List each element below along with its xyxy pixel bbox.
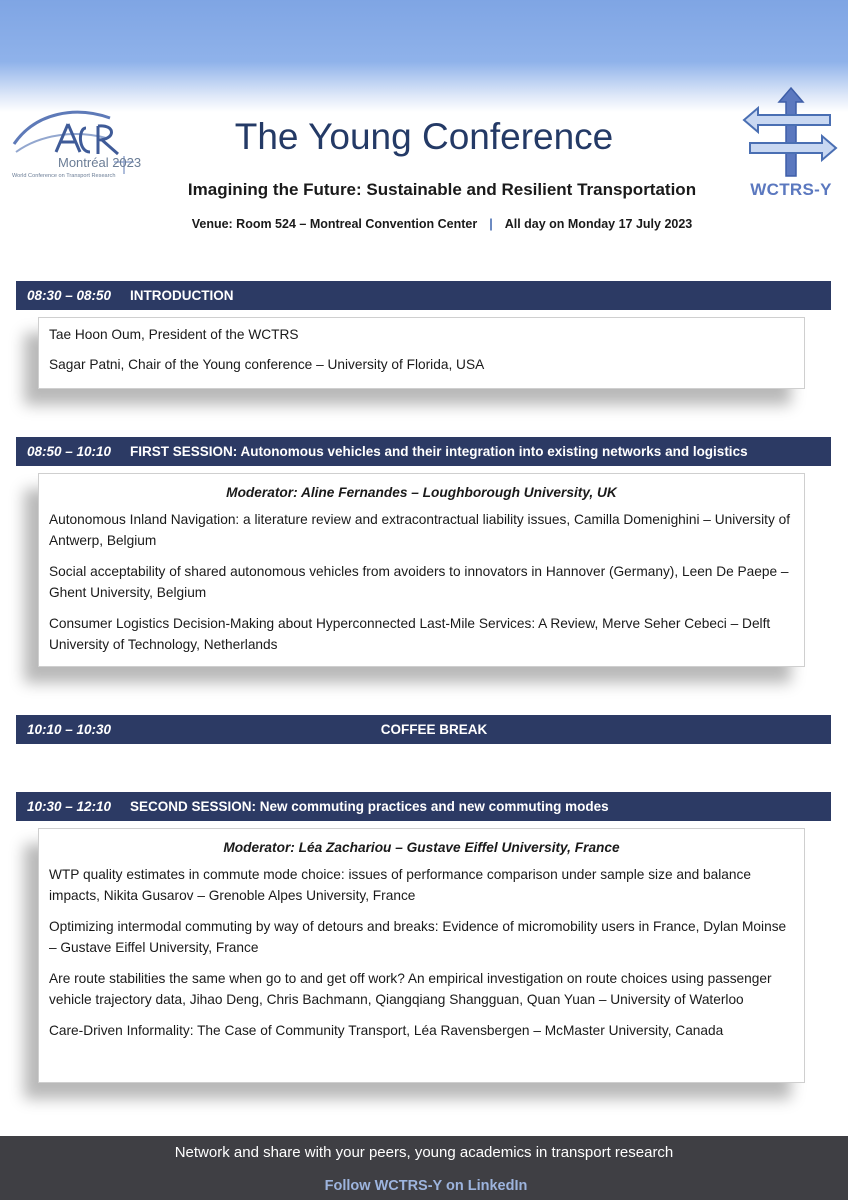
list-item: Care-Driven Informality: The Case of Community Transport, Léa Ravensbergen – McMaster University, Canada xyxy=(49,1023,724,1038)
session-moderator: Moderator: Léa Zachariou – Gustave Eiffel University, France xyxy=(223,840,620,855)
list-item: Autonomous Inland Navigation: a literature review and extracontractual liability issues, Camilla Domenighini – University of Antwerp, Belgium xyxy=(49,512,791,548)
list-item: Consumer Logistics Decision-Making about Hyperconnected Last-Mile Services: A Review, Merve Seher Cebeci – Delft University of Technology, Netherlands xyxy=(49,616,771,652)
linkedin-follow-link[interactable]: Follow WCTRS-Y on LinkedIn xyxy=(324,1178,528,1194)
event-date: All day on Monday 17 July 2023 xyxy=(504,217,693,231)
session-time: 10:10 – 10:30 xyxy=(27,722,112,737)
list-item: Are route stabilities the same when go to and get off work? An empirical investigation on route choices using passenger vehicle trajectory data, Jihao Deng, Chris Bachmann, Qiangqiang Shangguan, Quan Yuan – University of Waterloo xyxy=(49,971,772,1007)
venue-separator: | xyxy=(489,217,493,231)
list-item: Social acceptability of shared autonomous vehicles from avoiders to innovators in Hannover (Germany), Leen De Paepe – Ghent University, Belgium xyxy=(49,564,789,600)
list-item: Optimizing intermodal commuting by way of detours and breaks: Evidence of micromobility users in France, Dylan Moinse – Gustave Eiffel University, France xyxy=(49,919,787,955)
list-item: Sagar Patni, Chair of the Young conference – University of Florida, USA xyxy=(49,357,485,372)
session-moderator: Moderator: Aline Fernandes – Loughborough University, UK xyxy=(226,485,617,500)
page-title: The Young Conference xyxy=(234,116,614,157)
session-title: FIRST SESSION: Autonomous vehicles and their integration into existing networks and logistics xyxy=(130,444,748,459)
footer-tagline: Network and share with your peers, young academics in transport research xyxy=(174,1144,674,1161)
logo-conference-name: World Conference on Transport Research xyxy=(12,173,116,179)
session-title: INTRODUCTION xyxy=(130,288,234,303)
header-gradient-band xyxy=(0,0,848,112)
list-item: Tae Hoon Oum, President of the WCTRS xyxy=(49,327,299,342)
session-time: 10:30 – 12:10 xyxy=(27,799,112,814)
venue-text: Venue: Room 524 – Montreal Convention Center xyxy=(191,217,478,231)
session-header-second-session xyxy=(16,792,831,821)
logo-city-year: Montréal 2023 xyxy=(58,155,142,170)
session-time: 08:30 – 08:50 xyxy=(27,288,112,303)
session-title: COFFEE BREAK xyxy=(380,722,488,737)
session-header-introduction xyxy=(16,281,831,310)
session-panel-second-session xyxy=(38,828,805,1083)
footer-banner xyxy=(0,1136,848,1200)
session-header-coffee-break xyxy=(16,715,831,744)
list-item: WTP quality estimates in commute mode choice: issues of performance comparison under sample size and balance impacts, Nikita Gusarov – Grenoble Alpes University, France xyxy=(49,867,751,903)
wctrs-y-wordmark: WCTRS-Y xyxy=(750,180,832,199)
session-time: 08:50 – 10:10 xyxy=(27,444,112,459)
page-subtitle: Imagining the Future: Sustainable and Resilient Transportation xyxy=(187,180,697,199)
session-title: SECOND SESSION: New commuting practices and new commuting modes xyxy=(130,799,609,814)
venue-line xyxy=(0,217,848,231)
session-panel-first-session xyxy=(38,473,805,667)
session-header-first-session xyxy=(16,437,831,466)
session-panel-introduction xyxy=(38,317,805,389)
